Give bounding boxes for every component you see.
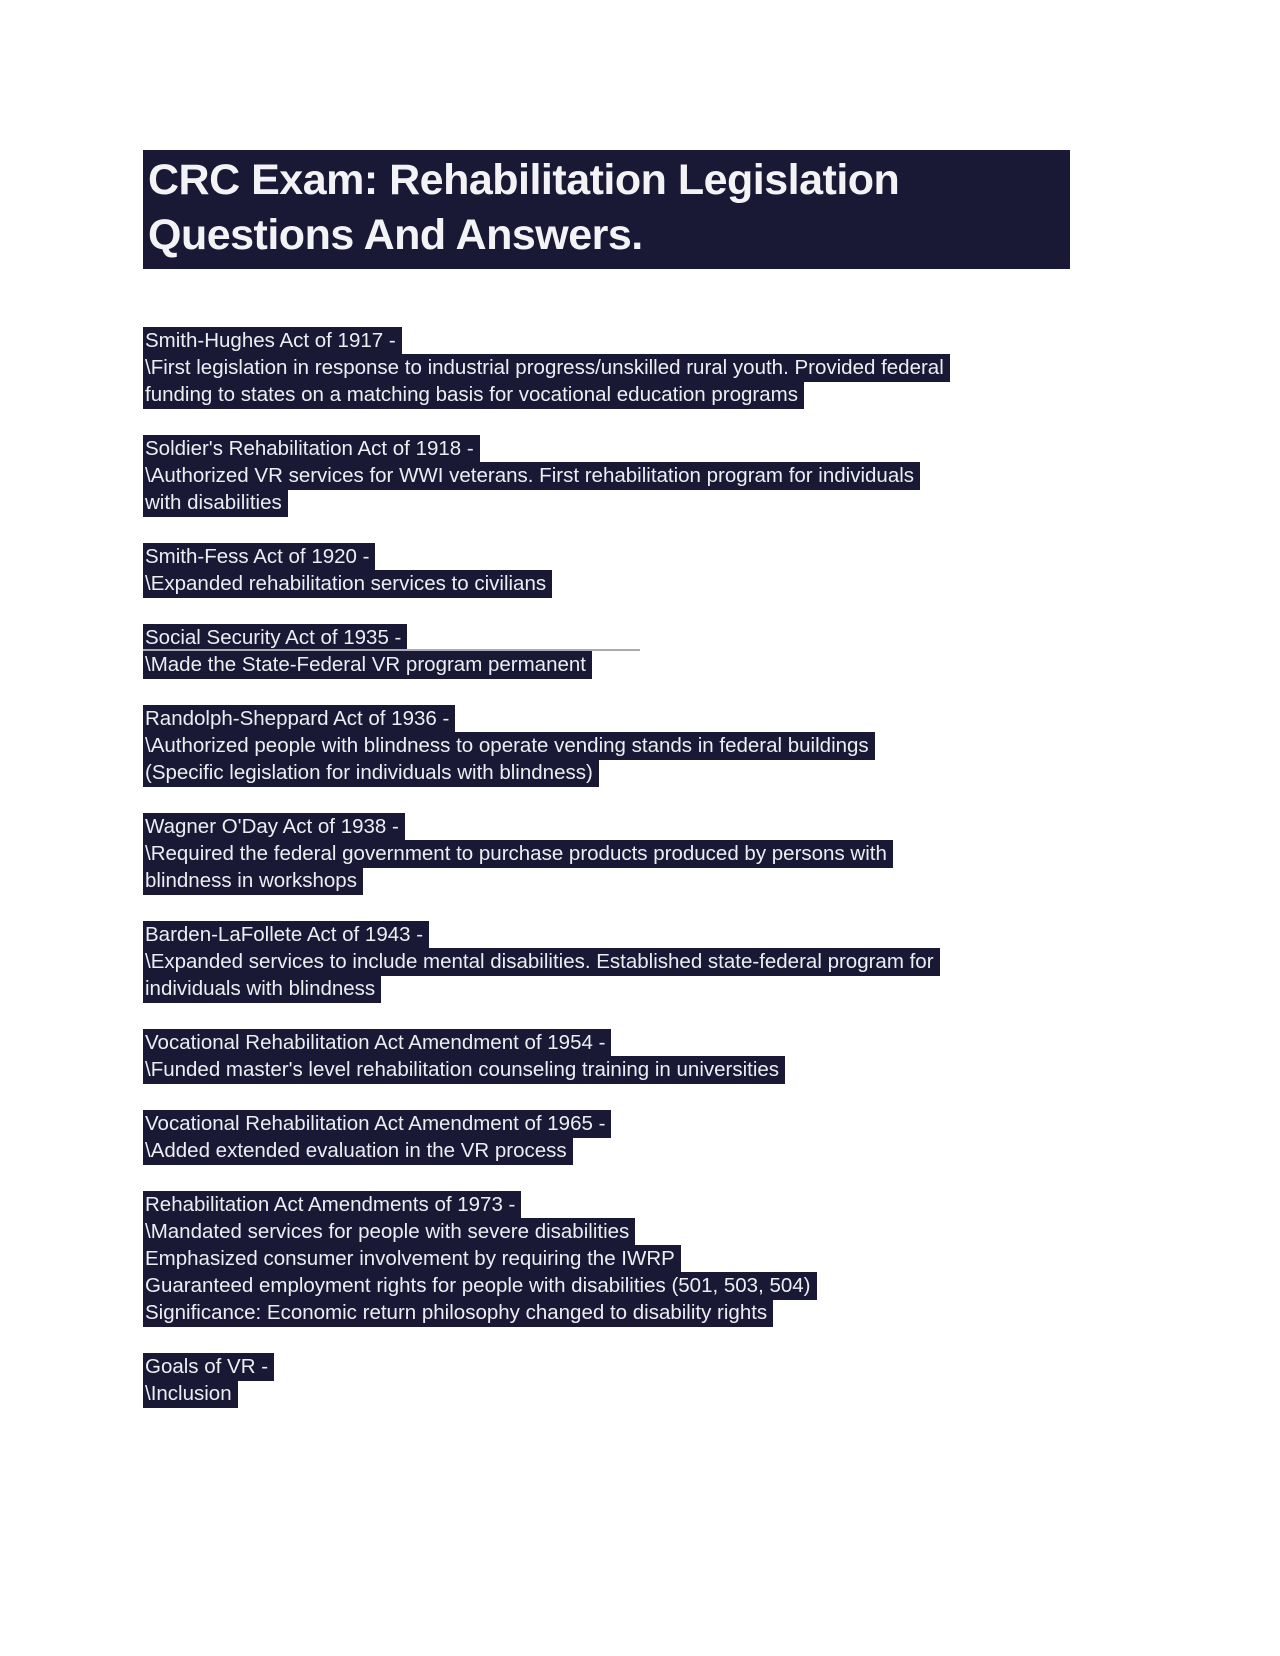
highlighted-text: \Added extended evaluation in the VR process <box>143 1137 573 1165</box>
text-line <box>143 1299 1070 1326</box>
highlighted-text: \Required the federal government to purchase products produced by persons with <box>143 840 893 868</box>
highlighted-text: Emphasized consumer involvement by requiring the IWRP <box>143 1245 681 1273</box>
highlighted-text: Soldier's Rehabilitation Act of 1918 - <box>143 435 480 463</box>
text-line <box>143 1191 1070 1218</box>
highlighted-text: Rehabilitation Act Amendments of 1973 - <box>143 1191 521 1219</box>
highlighted-text: Smith-Fess Act of 1920 - <box>143 543 375 571</box>
highlighted-text: funding to states on a matching basis for vocational education programs <box>143 381 804 409</box>
highlighted-text: \Expanded services to include mental disabilities. Established state-federal program for <box>143 948 940 976</box>
text-line <box>143 867 1070 894</box>
text-line <box>143 651 1070 678</box>
highlighted-text: \Inclusion <box>143 1380 238 1408</box>
highlighted-text: Wagner O'Day Act of 1938 - <box>143 813 405 841</box>
text-line <box>143 1029 1070 1056</box>
highlighted-text: Smith-Hughes Act of 1917 - <box>143 327 402 355</box>
text-line <box>143 354 1070 381</box>
qa-block <box>143 327 1070 408</box>
highlighted-text: Vocational Rehabilitation Act Amendment of 1954 - <box>143 1029 611 1057</box>
qa-block <box>143 1110 1070 1164</box>
text-line <box>143 732 1070 759</box>
highlighted-text: Barden-LaFollete Act of 1943 - <box>143 921 429 949</box>
qa-block <box>143 813 1070 894</box>
text-line <box>143 813 1070 840</box>
qa-block <box>143 921 1070 1002</box>
qa-block <box>143 1191 1070 1326</box>
highlighted-text: \Mandated services for people with severe disabilities <box>143 1218 635 1246</box>
text-line <box>143 381 1070 408</box>
text-line <box>143 1272 1070 1299</box>
highlighted-text: Significance: Economic return philosophy changed to disability rights <box>143 1299 773 1327</box>
highlighted-text: Goals of VR - <box>143 1353 274 1381</box>
text-line <box>143 1353 1070 1380</box>
text-line <box>143 840 1070 867</box>
title-line-2: Questions And Answers. <box>148 211 643 259</box>
qa-block <box>143 624 1070 678</box>
text-line <box>143 1218 1070 1245</box>
highlighted-text: Guaranteed employment rights for people with disabilities (501, 503, 504) <box>143 1272 817 1300</box>
qa-block <box>143 435 1070 516</box>
highlighted-text: Social Security Act of 1935 - <box>143 624 407 652</box>
highlighted-text: Randolph-Sheppard Act of 1936 - <box>143 705 455 733</box>
qa-block <box>143 543 1070 597</box>
highlighted-text: Vocational Rehabilitation Act Amendment of 1965 - <box>143 1110 611 1138</box>
qa-block <box>143 1029 1070 1083</box>
text-line <box>143 1380 1070 1407</box>
qa-block <box>143 705 1070 786</box>
highlighted-text: \Authorized people with blindness to operate vending stands in federal buildings <box>143 732 875 760</box>
highlighted-text: (Specific legislation for individuals with blindness) <box>143 759 599 787</box>
text-line <box>143 543 1070 570</box>
highlighted-text: blindness in workshops <box>143 867 363 895</box>
text-line <box>143 327 1070 354</box>
text-line <box>143 948 1070 975</box>
text-line <box>143 624 1070 651</box>
text-line <box>143 435 1070 462</box>
text-line <box>143 570 1070 597</box>
highlighted-text: \Expanded rehabilitation services to civilians <box>143 570 552 598</box>
text-line <box>143 1137 1070 1164</box>
document-title <box>143 150 1070 269</box>
qa-blocks <box>143 327 1070 1407</box>
text-line <box>143 1056 1070 1083</box>
thin-divider-line <box>143 649 640 651</box>
highlighted-text: \Funded master's level rehabilitation counseling training in universities <box>143 1056 785 1084</box>
highlighted-text: \Authorized VR services for WWI veterans. First rehabilitation program for individuals <box>143 462 920 490</box>
title-line-1: CRC Exam: Rehabilitation Legislation <box>148 156 900 204</box>
text-line <box>143 1245 1070 1272</box>
text-line <box>143 1110 1070 1137</box>
text-line <box>143 975 1070 1002</box>
text-line <box>143 462 1070 489</box>
highlighted-text: \Made the State-Federal VR program permanent <box>143 651 592 679</box>
text-line <box>143 759 1070 786</box>
highlighted-text: \First legislation in response to industrial progress/unskilled rural youth. Provided federal <box>143 354 950 382</box>
text-line <box>143 489 1070 516</box>
highlighted-text: individuals with blindness <box>143 975 381 1003</box>
qa-block <box>143 1353 1070 1407</box>
highlighted-text: with disabilities <box>143 489 288 517</box>
text-line <box>143 705 1070 732</box>
text-line <box>143 921 1070 948</box>
